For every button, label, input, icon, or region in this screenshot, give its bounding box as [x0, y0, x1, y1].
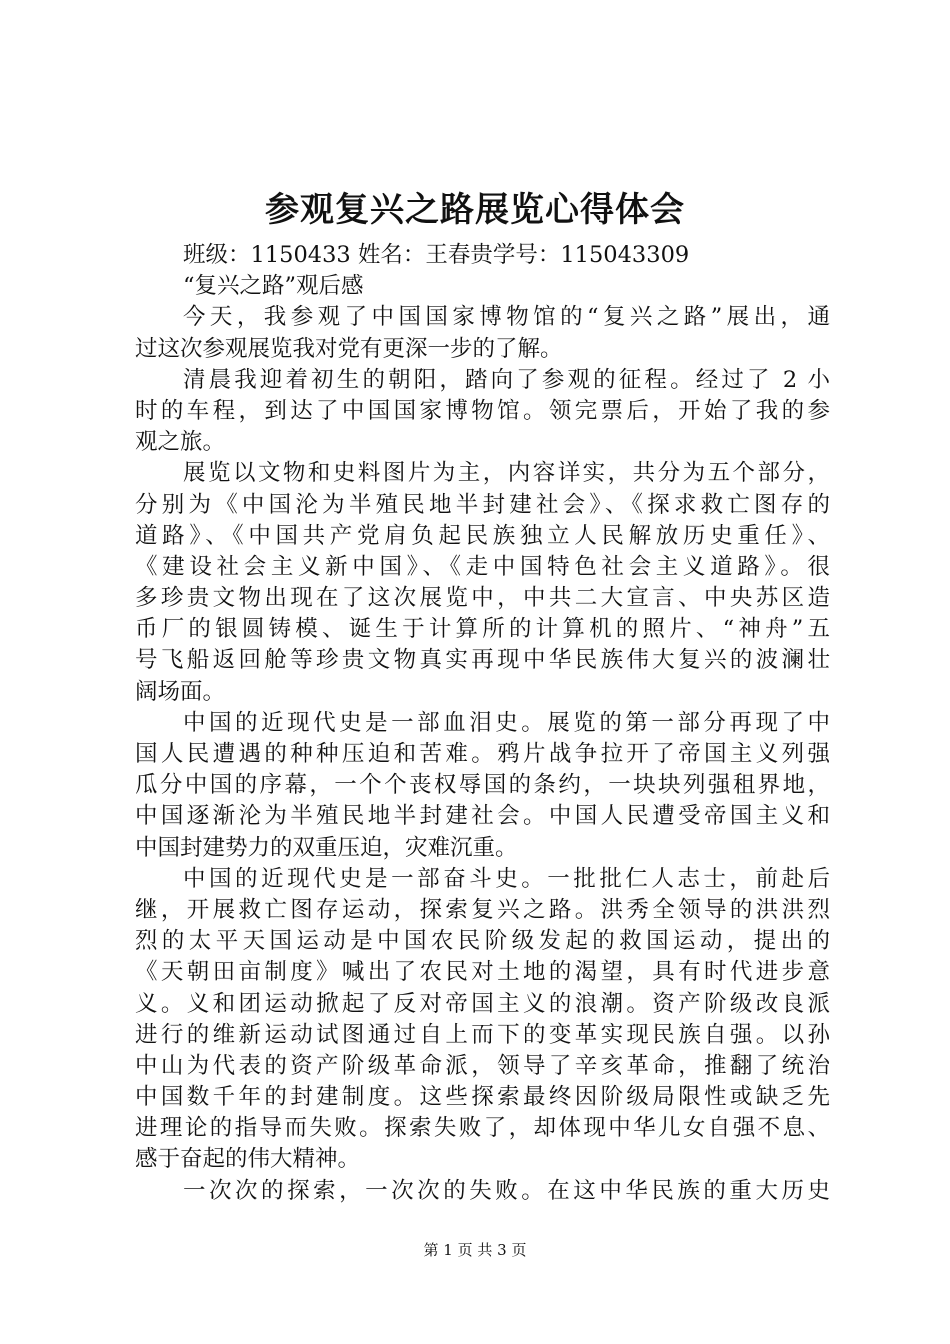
body-text-line: 烈的太平天国运动是中国农民阶级发起的救国运动，提出的 [135, 928, 830, 955]
body-text-line: 义。义和团运动掀起了反对帝国主义的浪潮。资产阶级改良派 [135, 990, 830, 1017]
body-text-line: 感于奋起的伟大精神。 [135, 1146, 361, 1173]
body-text-line: 多珍贵文物出现在了这次展览中，中共二大宣言、中央苏区造 [135, 585, 830, 612]
body-text-line: 《天朝田亩制度》喊出了农民对土地的渴望，具有时代进步意 [135, 959, 830, 986]
body-text-line: 阔场面。 [135, 678, 226, 705]
body-text-line: 中国的近现代史是一部奋斗史。一批批仁人志士，前赴后 [183, 865, 830, 892]
document-body [135, 240, 830, 1207]
body-text-line: 一次次的探索，一次次的失败。在这中华民族的重大历史 [183, 1177, 830, 1204]
body-text-line: 清晨我迎着初生的朝阳，踏向了参观的征程。经过了 2 小 [183, 366, 830, 393]
body-text-line: 中国数千年的封建制度。这些探索最终因阶级局限性或缺乏先 [135, 1084, 830, 1111]
body-text-line: “复兴之路”观后感 [183, 273, 364, 300]
body-text-line: 国人民遭遇的种种压迫和苦难。鸦片战争拉开了帝国主义列强 [135, 741, 830, 767]
body-text-line: 中国的近现代史是一部血泪史。展览的第一部分再现了中 [183, 709, 830, 736]
body-text-line: 过这次参观展览我对党有更深一步的了解。 [135, 335, 563, 362]
body-text-line: 《建设社会主义新中国》、《走中国特色社会主义道路》。很 [135, 553, 830, 580]
body-text-line: 号飞船返回舱等珍贵文物真实再现中华民族伟大复兴的波澜壮 [135, 647, 830, 674]
body-text-line: 道路》、《中国共产党肩负起民族独立人民解放历史重任》、 [135, 522, 830, 549]
body-text-line: 进理论的指导而失败。探索失败了，却体现中华儿女自强不息、 [135, 1115, 830, 1142]
body-text-line: 继，开展救亡图存运动，探索复兴之路。洪秀全领导的洪洪烈 [135, 896, 830, 923]
body-text-line: 班级：1150433 姓名：王春贵学号：115043309 [183, 242, 690, 268]
body-text-line: 中国封建势力的双重压迫，灾难沉重。 [135, 834, 518, 861]
body-text-line: 瓜分中国的序幕，一个个丧权辱国的条约，一块块列强租界地， [135, 772, 830, 799]
document-title: 参观复兴之路展览心得体会 [265, 190, 685, 230]
body-text-line: 进行的维新运动试图通过自上而下的变革实现民族自强。以孙 [135, 1021, 830, 1048]
body-text-line: 时的车程，到达了中国国家博物馆。领完票后，开始了我的参 [135, 397, 830, 424]
body-text-line: 今天，我参观了中国国家博物馆的“复兴之路”展出，通 [183, 304, 830, 331]
page-footer: 第 1 页 共 3 页 [423, 1241, 527, 1259]
body-text-line: 中山为代表的资产阶级革命派，领导了辛亥革命，推翻了统治 [135, 1052, 830, 1079]
body-text-line: 分别为《中国沦为半殖民地半封建社会》、《探求救亡图存的 [135, 491, 830, 518]
body-text-line: 中国逐渐沦为半殖民地半封建社会。中国人民遭受帝国主义和 [135, 803, 830, 830]
body-text-line: 观之旅。 [135, 429, 226, 456]
body-text-line: 展览以文物和史料图片为主，内容详实，共分为五个部分， [183, 460, 830, 487]
body-text-line: 币厂的银圆铸模、诞生于计算所的计算机的照片、“神舟”五 [135, 616, 830, 643]
